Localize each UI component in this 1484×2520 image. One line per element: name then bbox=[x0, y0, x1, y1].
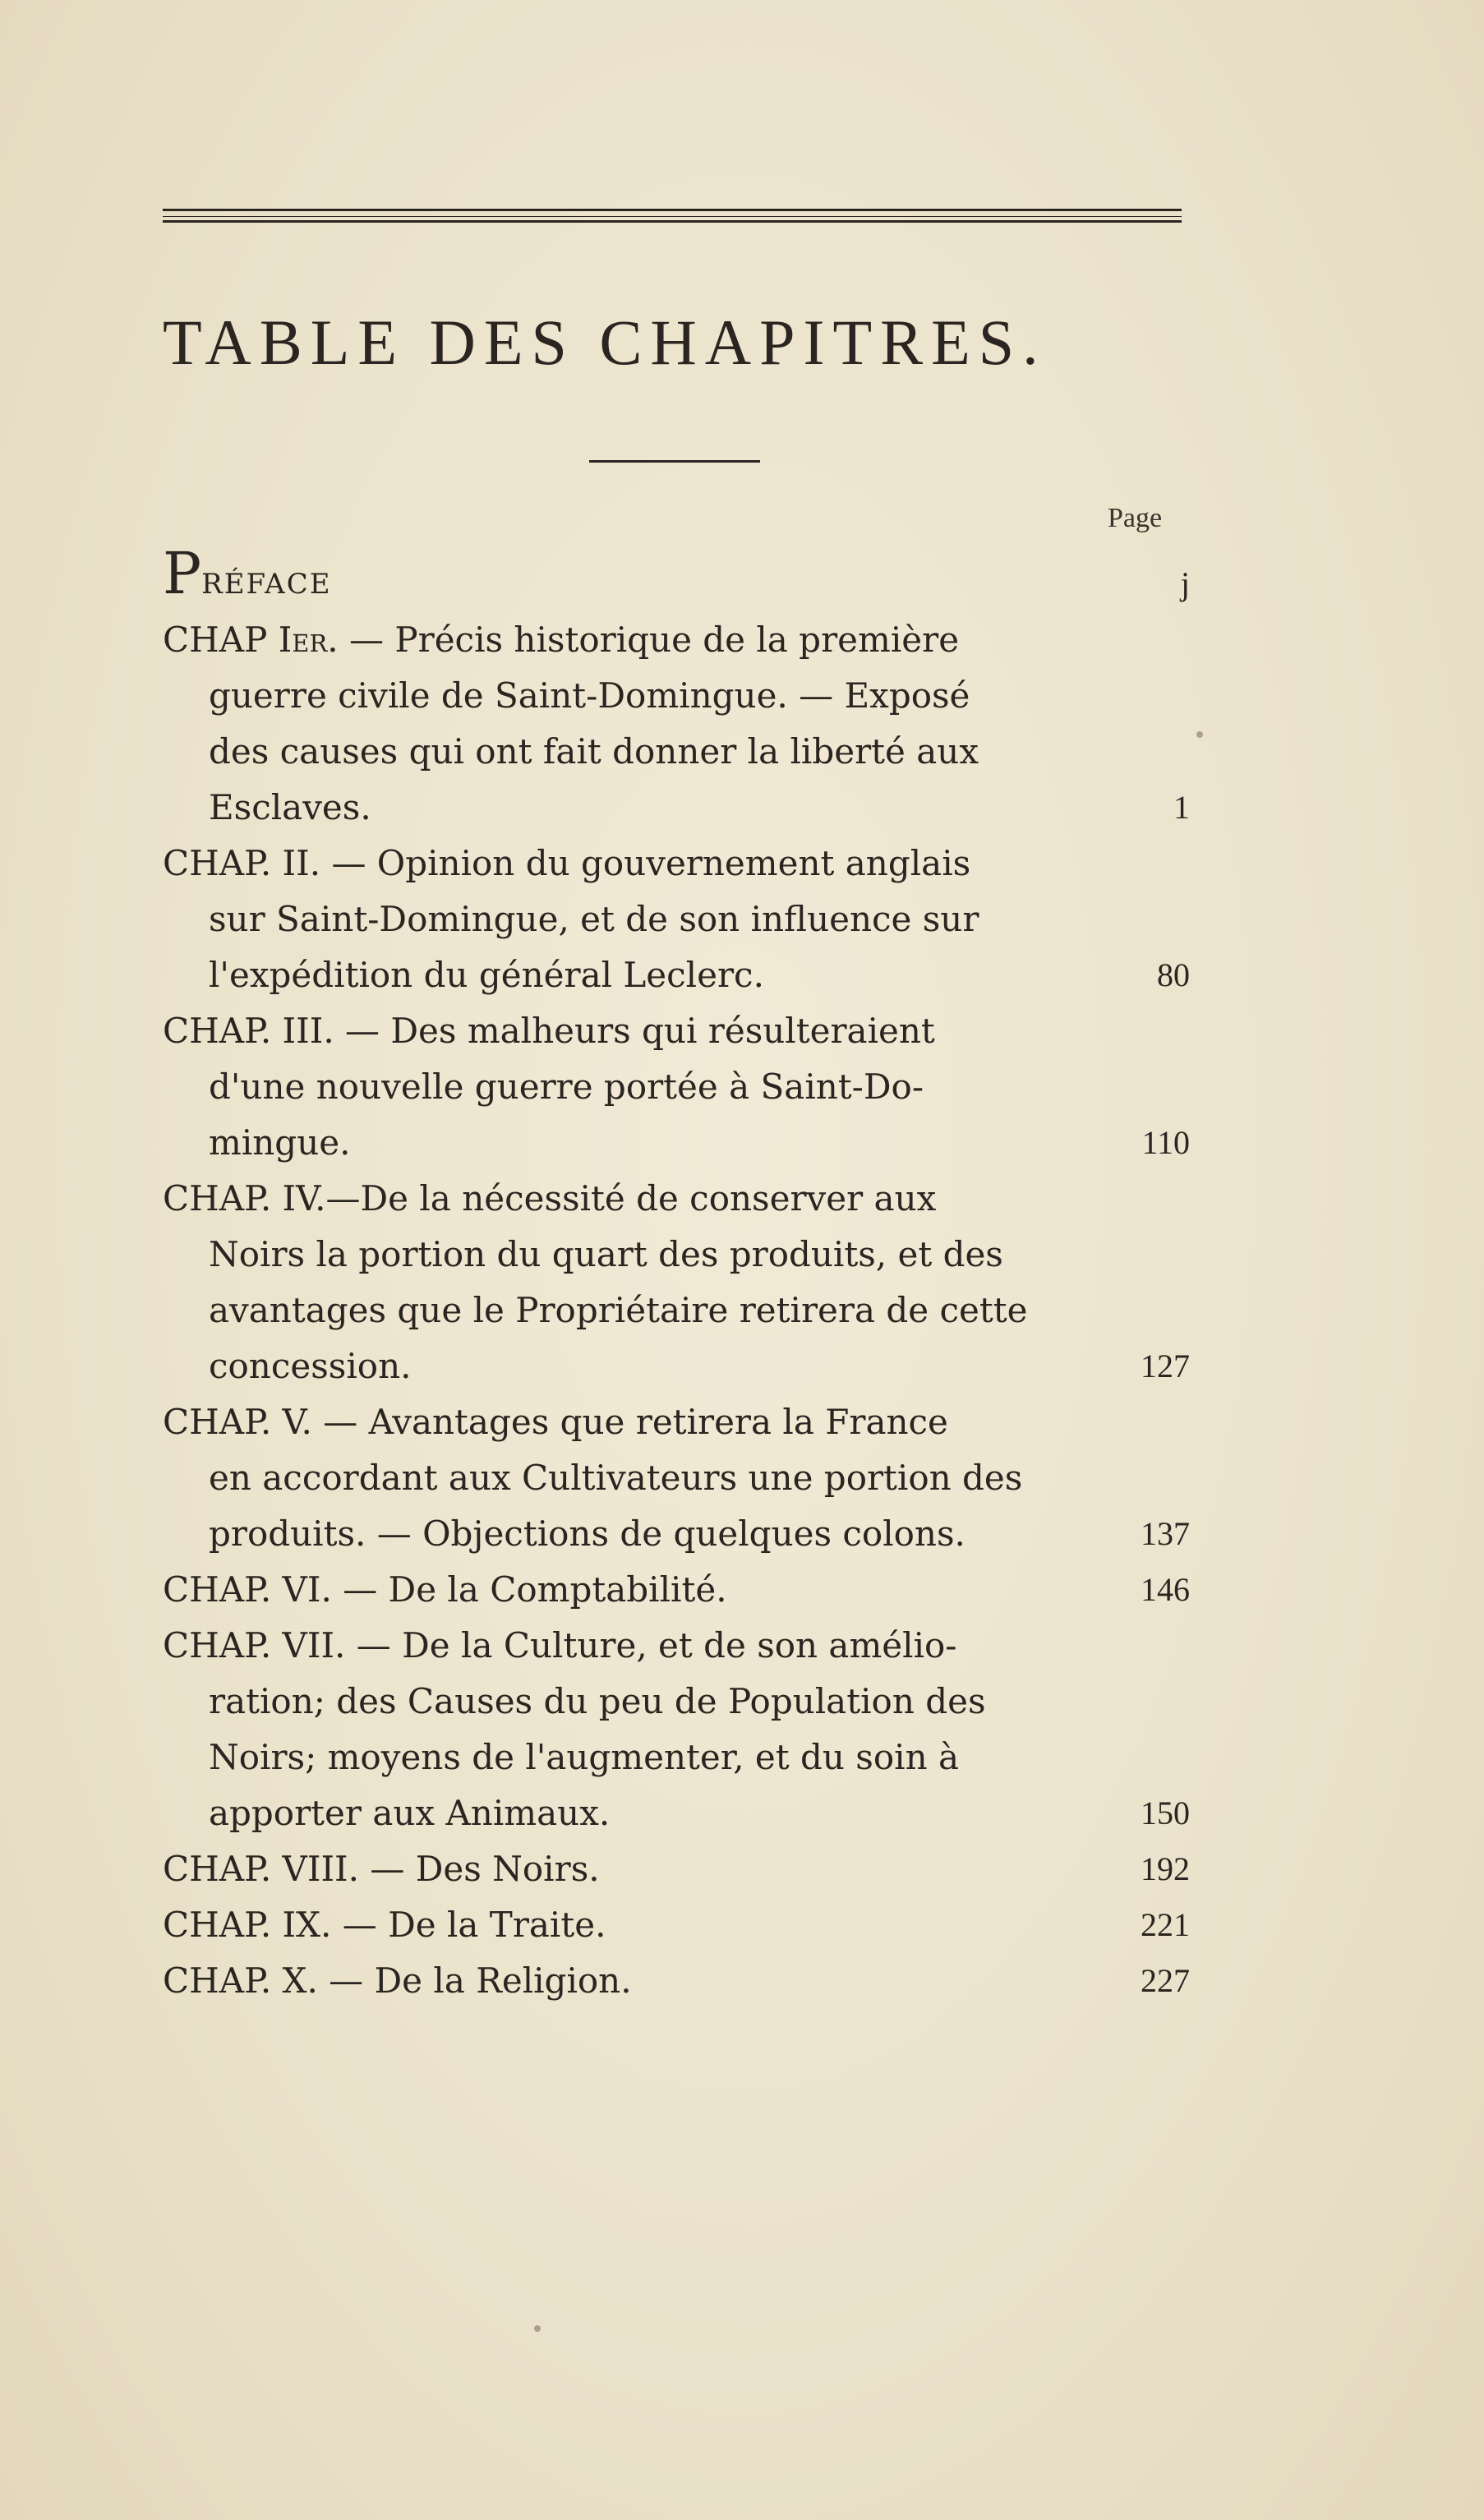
entry-line: CHAP. V. — Avantages que retirera la France bbox=[163, 1402, 948, 1442]
entry-line: en accordant aux Cultivateurs une portion des bbox=[209, 1458, 1023, 1498]
entry-page-number: 150 bbox=[1141, 1794, 1190, 1831]
entry-line: d'une nouvelle guerre portée à Saint-Do- bbox=[209, 1067, 924, 1107]
entry-line: ration; des Causes du peu de Population des bbox=[209, 1681, 986, 1721]
entry-line: CHAP. IV.—De la nécessité de conserver aux bbox=[163, 1178, 937, 1219]
entry-line: produits. — Objections de quelques colons. bbox=[209, 1513, 966, 1554]
toc-entry-chapter-3 bbox=[163, 1003, 1196, 1171]
entry-page-number: 192 bbox=[1141, 1850, 1190, 1887]
entry-page-number: 80 bbox=[1157, 956, 1190, 993]
entry-line: CHAP. II. — Opinion du gouvernement anglais bbox=[163, 843, 971, 883]
entry-page-number: 227 bbox=[1141, 1962, 1190, 1999]
entry-line: concession. bbox=[209, 1346, 412, 1386]
entry-line: Esclaves. bbox=[209, 787, 371, 827]
entry-line: l'expédition du général Leclerc. bbox=[209, 955, 764, 995]
page-column-header: Page bbox=[1108, 503, 1163, 533]
entry-page-number: 221 bbox=[1141, 1906, 1190, 1943]
entry-line: Noirs la portion du quart des produits, et des bbox=[209, 1234, 1003, 1274]
toc-entry-chapter-8 bbox=[163, 1841, 1196, 1897]
toc-entry-chapter-9 bbox=[163, 1897, 1196, 1953]
entry-line: mingue. bbox=[209, 1122, 351, 1163]
entry-page-number: 1 bbox=[1173, 789, 1190, 826]
toc-entry-chapter-2 bbox=[163, 836, 1196, 1003]
entry-line: CHAP. IX. — De la Traite. bbox=[163, 1905, 606, 1945]
entry-line: sur Saint-Domingue, et de son influence sur bbox=[209, 899, 979, 939]
entry-line: apporter aux Animaux. bbox=[209, 1793, 611, 1833]
page-title: TABLE DES CHAPITRES. bbox=[163, 306, 1047, 378]
entry-line bbox=[163, 540, 1196, 612]
entry-label: CHAP. II. bbox=[163, 843, 321, 883]
entry-page-number: 146 bbox=[1141, 1571, 1190, 1608]
entry-label: CHAP. IV. bbox=[163, 1178, 326, 1219]
entry-label: CHAP. IX. bbox=[163, 1905, 332, 1945]
entry-line: Noirs; moyens de l'augmenter, et du soin à bbox=[209, 1737, 960, 1777]
entry-page-number: j bbox=[1180, 565, 1190, 602]
entry-line: CHAP. VI. — De la Comptabilité. bbox=[163, 1569, 727, 1610]
entry-line: CHAP Ier. — Précis historique de la première bbox=[163, 620, 960, 660]
entry-label: CHAP Ier. bbox=[163, 620, 339, 660]
entry-line: CHAP. X. — De la Religion. bbox=[163, 1960, 632, 2001]
toc-entry-chapter-5 bbox=[163, 1394, 1196, 1562]
toc-entry-chapter-7 bbox=[163, 1618, 1196, 1841]
entry-page-number: 137 bbox=[1141, 1515, 1190, 1552]
entry-label: CHAP. VII. bbox=[163, 1625, 346, 1665]
entry-label: CHAP. III. bbox=[163, 1011, 334, 1051]
entry-line: avantages que le Propriétaire retirera de cette bbox=[209, 1290, 1028, 1330]
entry-page-number: 127 bbox=[1141, 1348, 1190, 1384]
toc-entry-chapter-4 bbox=[163, 1171, 1196, 1394]
toc-entry-chapter-1 bbox=[163, 612, 1196, 836]
entry-label: CHAP. VIII. bbox=[163, 1849, 359, 1889]
title-divider bbox=[589, 460, 760, 463]
entry-line: guerre civile de Saint-Domingue. — Exposé bbox=[209, 675, 970, 716]
entry-line: des causes qui ont fait donner la liberté aux bbox=[209, 731, 979, 772]
table-of-contents bbox=[163, 540, 1196, 2009]
entry-label: RÉFACE bbox=[201, 568, 332, 601]
paper-speck bbox=[1196, 731, 1203, 738]
entry-label: CHAP. V. bbox=[163, 1402, 312, 1442]
entry-label: CHAP. X. bbox=[163, 1960, 318, 2001]
entry-line: CHAP. III. — Des malheurs qui résulteraient bbox=[163, 1011, 935, 1051]
toc-entry-chapter-6 bbox=[163, 1562, 1196, 1618]
paper-speck bbox=[534, 2325, 541, 2332]
toc-entry-preface bbox=[163, 540, 1196, 612]
entry-label-initial: P bbox=[163, 540, 202, 607]
top-double-rule bbox=[163, 209, 1182, 223]
entry-label: CHAP. VI. bbox=[163, 1569, 332, 1610]
entry-line: CHAP. VIII. — Des Noirs. bbox=[163, 1849, 600, 1889]
entry-line: CHAP. VII. — De la Culture, et de son amélio- bbox=[163, 1625, 957, 1665]
entry-page-number: 110 bbox=[1141, 1124, 1190, 1161]
toc-entry-chapter-10 bbox=[163, 1953, 1196, 2009]
